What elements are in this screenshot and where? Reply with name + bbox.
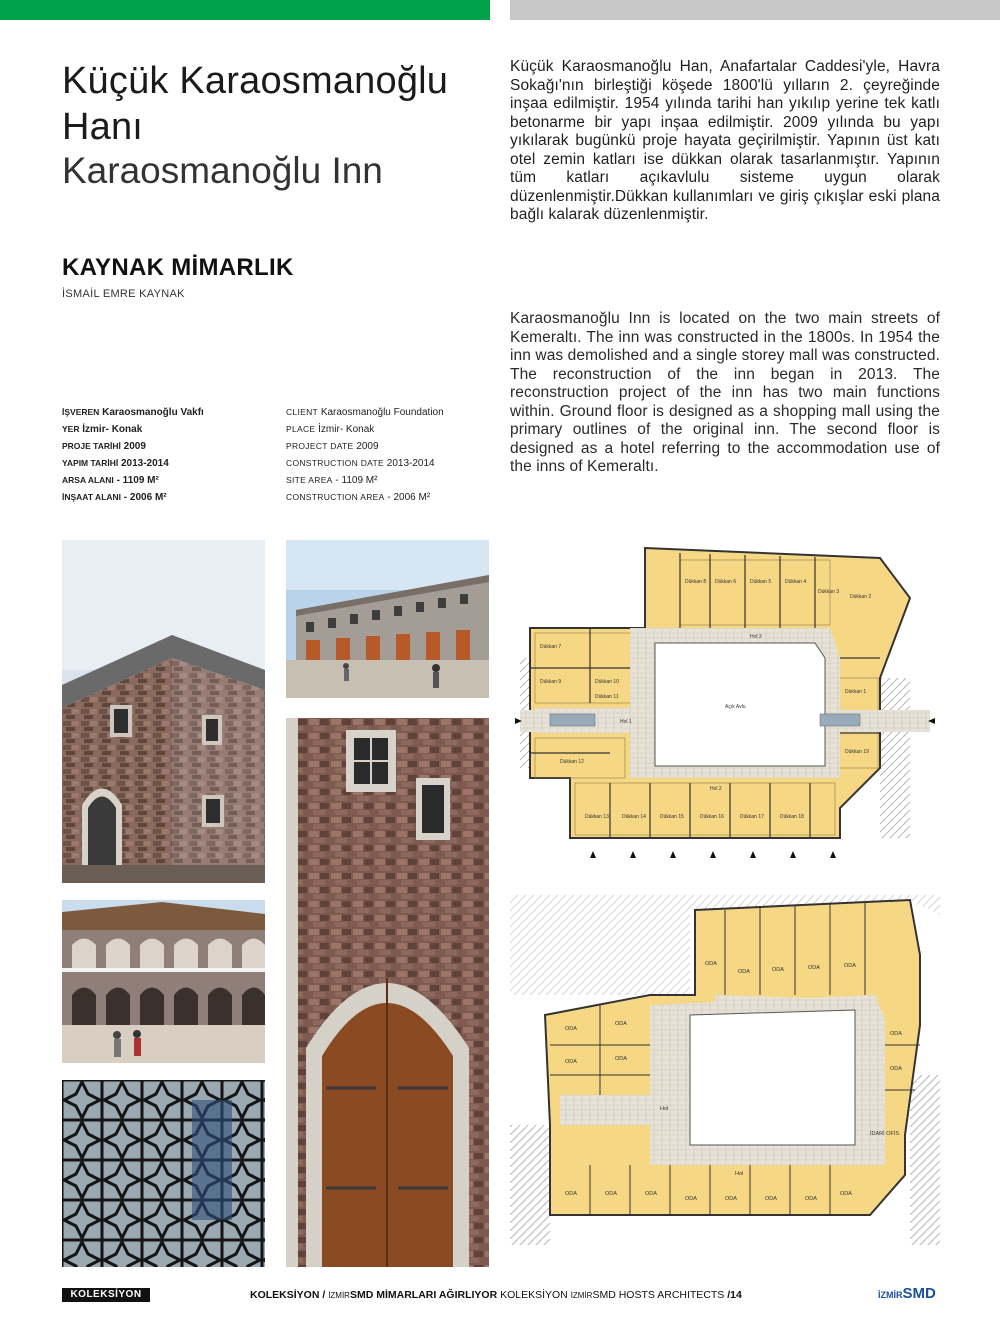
photo-arched-wooden-door <box>286 718 489 1267</box>
photo-facade-render <box>286 540 489 698</box>
plan-label: Dükkan 1 <box>845 689 867 695</box>
info-row: YER İzmir- Konak <box>62 424 143 435</box>
info-row: İŞVEREN Karaosmanoğlu Vakfı <box>62 407 204 418</box>
title-turkish <box>62 58 482 150</box>
plan-label: Dükkan 11 <box>595 694 619 700</box>
room-label: ODA <box>738 969 750 975</box>
plan-label: Dükkan 3 <box>818 589 840 595</box>
info-row: PROJE TARİHİ 2009 <box>62 441 146 452</box>
title-english: Karaosmanoğlu Inn <box>62 150 383 191</box>
plan-label: Dükkan 12 <box>560 759 584 765</box>
room-label: ODA <box>765 1196 777 1202</box>
info-row: YAPIM TARİHİ 2013-2014 <box>62 458 169 469</box>
room-label: ODA <box>844 963 856 969</box>
header-green-bar <box>0 0 490 20</box>
room-label: ODA <box>805 1196 817 1202</box>
plan-label: Dükkan 5 <box>750 579 772 585</box>
architect-name: İSMAİL EMRE KAYNAK <box>62 288 185 300</box>
footer-koleksiyon-logo: KOLEKSİYON <box>62 1288 150 1302</box>
room-label: ODA <box>890 1031 902 1037</box>
firm-name: KAYNAK MİMARLIK <box>62 254 294 281</box>
photo-geometric-lattice <box>62 1080 265 1267</box>
plan-label: Dükkan 19 <box>845 749 869 755</box>
plan-label: Dükkan 4 <box>785 579 807 585</box>
plan-label: Açık Avlu <box>725 704 746 710</box>
plan-label: Dükkan 9 <box>540 679 562 685</box>
room-label: ODA <box>890 1066 902 1072</box>
room-label: ODA <box>725 1196 737 1202</box>
info-row: CLIENT Karaosmanoğlu Foundation <box>286 407 444 418</box>
room-label: ODA <box>565 1191 577 1197</box>
info-row: SITE AREA - 1109 M² <box>286 475 378 486</box>
plan-label: Dükkan 7 <box>540 644 562 650</box>
room-label: ODA <box>605 1191 617 1197</box>
room-label: ODA <box>645 1191 657 1197</box>
hall-label: Hol <box>735 1171 744 1177</box>
room-label: ODA <box>772 967 784 973</box>
title-turkish-line-1: Küçük Karaosmanoğlu <box>62 60 449 102</box>
info-row: CONSTRUCTION DATE 2013-2014 <box>286 458 435 469</box>
project-info-turkish <box>62 404 282 506</box>
header-grey-bar <box>510 0 1000 20</box>
plan-label: Dükkan 13 <box>585 814 609 820</box>
info-row: İNŞAAT ALANI - 2006 M² <box>62 492 167 503</box>
info-row: PROJECT DATE 2009 <box>286 441 379 452</box>
plan-label: Dükkan 14 <box>622 814 646 820</box>
ground-floor-plan <box>510 538 940 868</box>
hall-label: Hol <box>660 1106 669 1112</box>
room-label: ODA <box>685 1196 697 1202</box>
plan-label: Dükkan 10 <box>595 679 619 685</box>
info-row: PLACE İzmir- Konak <box>286 424 375 435</box>
room-label: ODA <box>705 961 717 967</box>
room-label: ODA <box>808 965 820 971</box>
photo-stone-building-corner <box>62 540 265 883</box>
photo-courtyard-arcade <box>62 900 265 1063</box>
footer-izmir-smd-logo: İZMİRSMD <box>878 1285 936 1302</box>
plan-label: Dükkan 8 <box>685 579 707 585</box>
title-turkish-line-2: Hanı <box>62 106 144 148</box>
info-row: CONSTRUCTION AREA - 2006 M² <box>286 492 431 503</box>
plan-label: Dükkan 17 <box>740 814 764 820</box>
plan-label: Dükkan 18 <box>780 814 804 820</box>
room-label: ODA <box>615 1056 627 1062</box>
room-label: ODA <box>565 1059 577 1065</box>
plan-label: Dükkan 15 <box>660 814 684 820</box>
plan-label: Hol 2 <box>710 786 722 792</box>
plan-label: Hol 3 <box>750 634 762 640</box>
room-label: ODA <box>840 1191 852 1197</box>
description-turkish: Küçük Karaosmanoğlu Han, Anafartalar Caddesi'yle, Havra Sokağı'nın birleştiği köşede 1800'lü yılların 2. çeyreğinde inşaa edilmiştir. 1954 yılında tarihi han yıkılıp yerine tek katlı betonarme bir yapı inşaa edilmiştir. 2009 yılında bu yapı yıkılarak bugünkü proje hayata geçirilmiştir. Yapının üst katı otel zemin katları ise dükkan olarak tasarlanmıştır. Yapının tüm katları açıkavlulu sisteme uygun olarak düzenlenmiştir.Dükkan kullanımları ve giriş çıkışlar eski plana bağlı kalarak düzenlenmiştir. <box>510 58 940 223</box>
info-row: ARSA ALANI - 1109 M² <box>62 475 159 486</box>
plan-label: Dükkan 6 <box>715 579 737 585</box>
footer-text: KOLEKSİYON / İZMİRSMD MİMARLARI AĞIRLIYOR KOLEKSİYON İZMİRSMD HOSTS ARCHITECTS /14 <box>250 1289 742 1301</box>
room-label: ODA <box>565 1026 577 1032</box>
description-english: Karaosmanoğlu Inn is located on the two main streets of Kemeraltı. The inn was constructed in the 1800s. In 1954 the inn was demolished and a single storey mall was constructed. The reconstruction of the inn began in 2013. The reconstruction project of the inn has two main functions within. Ground floor is designed as a shopping mall using the primary outlines of the original inn. The second floor is designed as a hotel referring to the accommodation use of the inns of Kemeraltı. <box>510 310 940 475</box>
plan-label: Hol 1 <box>620 719 632 725</box>
plan-label: Dükkan 2 <box>850 594 872 600</box>
office-label: İDARİ OFİS <box>870 1131 900 1137</box>
project-info-english <box>286 404 486 506</box>
room-label: ODA <box>615 1021 627 1027</box>
upper-floor-plan <box>510 895 940 1245</box>
plan-label: Dükkan 16 <box>700 814 724 820</box>
